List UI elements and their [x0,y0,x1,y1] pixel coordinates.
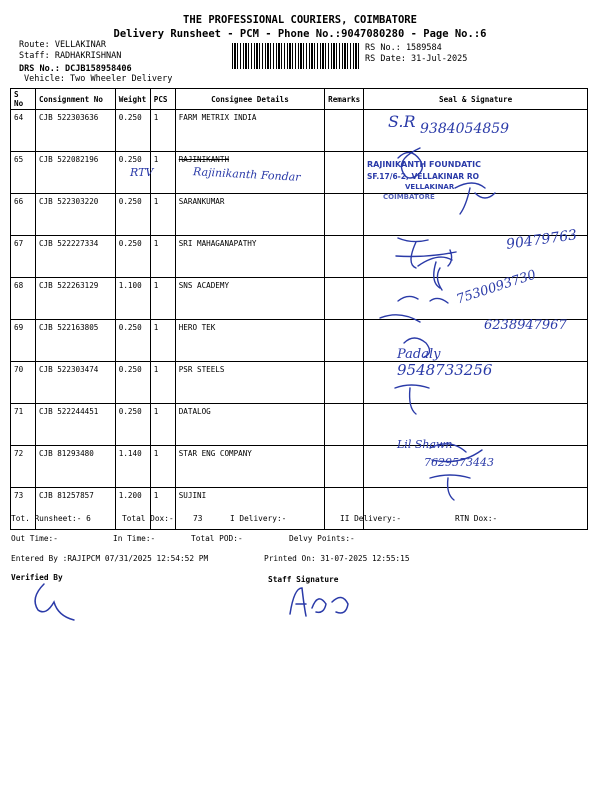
stamp-line: VELLAKINAR [405,183,455,191]
cell-weight: 0.250 [115,362,150,404]
handwritten-phone: 90479763 [505,227,579,253]
cell-pcs: 1 [150,278,175,320]
company-title: THE PROFESSIONAL COURIERS, COIMBATORE [183,14,417,26]
cell-weight: 0.250 [115,404,150,446]
cell-consignment: CJB 522244451 [35,404,115,446]
cell-sno: 68 [11,278,36,320]
col-consignment: Consignment No [35,89,115,110]
cell-consignment: CJB 81293480 [35,446,115,488]
cell-pcs: 1 [150,446,175,488]
handwritten-phone: 7629573443 [424,456,494,469]
cell-consignment: CJB 522082196 [35,152,115,194]
handwritten-note: Rajinikanth Fondar [192,165,301,184]
signature-scribbles [0,88,600,528]
cell-pcs: 1 [150,320,175,362]
cell-consignment: CJB 522227334 [35,236,115,278]
total-dox-label: Total Dox:- [122,514,174,523]
cell-pcs: 1 [150,236,175,278]
cell-consignee: STAR ENG COMPANY [175,446,324,488]
col-consignee: Consignee Details [175,89,324,110]
cell-sno: 72 [11,446,36,488]
cell-pcs: 1 [150,194,175,236]
out-time: Out Time:- [11,534,58,543]
cell-consignee: DATALOG [175,404,324,446]
vehicle-label: Vehicle: Two Wheeler Delivery [24,74,173,84]
rs-date: RS Date: 31-Jul-2025 [365,54,468,64]
handwritten-phone: 7530093730 [454,267,539,308]
cell-weight: 1.100 [115,278,150,320]
barcode [232,43,360,69]
cell-weight: 0.250 [115,110,150,152]
cell-weight: 0.250 [115,320,150,362]
signature-mark [455,183,495,214]
verified-by: Verified By [11,573,63,582]
cell-pcs: 1 [150,152,175,194]
cell-consignment: CJB 81257857 [35,488,115,530]
cell-consignment: CJB 522163805 [35,320,115,362]
ii-delivery: II Delivery:- [340,514,402,523]
signature-mark [418,257,452,288]
signature-mark [430,475,470,500]
cell-sno: 65 [11,152,36,194]
verified-signature-mark [35,584,74,620]
cell-consignee: SARANKUMAR [175,194,324,236]
stamp-line: COIMBATORE [383,193,435,201]
i-delivery: I Delivery:- [230,514,287,523]
cell-weight: 0.250 [115,194,150,236]
cell-sno: 64 [11,110,36,152]
rtn-dox: RTN Dox:- [455,514,498,523]
col-remarks: Remarks [325,89,364,110]
staff-label: Staff: RADHAKRISHNAN [19,51,122,61]
col-pcs: PCS [150,89,175,110]
col-weight: Weight [115,89,150,110]
cell-consignment: CJB 522303636 [35,110,115,152]
staff-signature-mark [290,588,348,616]
cell-sno: 71 [11,404,36,446]
stamp-line: SF.17/6-2, VELLAKINAR RO [367,172,479,181]
cell-weight: 0.250 [115,236,150,278]
cell-weight: 1.200 [115,488,150,530]
cell-pcs: 1 [150,110,175,152]
cell-sno: 73 [11,488,36,530]
signature-mark [395,385,429,414]
cell-consignee: HERO TEK [175,320,324,362]
handwritten-phone: 9384054859 [420,121,510,137]
total-runsheet: Tot. Runsheet:- 6 [11,514,91,523]
col-sno: S No [11,89,36,110]
cell-consignee: PSR STEELS [175,362,324,404]
signature-mark [430,444,482,462]
printed-on: Printed On: 31-07-2025 12:55:15 [264,554,410,563]
handwritten-phone: 6238947967 [484,318,567,333]
handwritten-name: Lil Shawn [397,438,453,451]
cell-pcs: 1 [150,488,175,530]
cell-consignment: CJB 522303220 [35,194,115,236]
rs-no: RS No.: 1589584 [365,43,442,53]
cell-consignment: CJB 522303474 [35,362,115,404]
cell-pcs: 1 [150,404,175,446]
cell-sno: 70 [11,362,36,404]
entered-by: Entered By :RAJIPCM 07/31/2025 12:54:52 PM [11,554,209,563]
cell-consignee: SUJINI [175,488,324,530]
cell-consignee: RAJINIKANTH [175,152,324,194]
in-time: In Time:- [113,534,156,543]
route-label: Route: VELLAKINAR [19,40,106,50]
cell-consignee: SNS ACADEMY [175,278,324,320]
cell-consignment: CJB 522263129 [35,278,115,320]
handwritten-phone: 9548733256 [397,361,493,379]
cell-weight: 1.140 [115,446,150,488]
handwritten-signature: S.R [388,112,416,131]
staff-signature-label: Staff Signature [268,575,339,584]
total-pod: Total POD:- [191,534,243,543]
drs-label: DRS No.: DCJB158958406 [19,64,132,74]
cell-consignee: FARM METRIX INDIA [175,110,324,152]
signature-mark [380,315,420,322]
signature-mark [398,296,448,303]
signature-mark [398,148,422,178]
stamp-line: RAJINIKANTH FOUNDATIC [367,160,481,169]
total-dox-value: 73 [193,514,203,523]
cell-sno: 66 [11,194,36,236]
delvy-points: Delvy Points:- [289,534,355,543]
signature-mark [404,338,430,357]
cell-sno: 67 [11,236,36,278]
handwritten-rtv: RTV [130,166,154,179]
cell-sno: 69 [11,320,36,362]
cell-pcs: 1 [150,362,175,404]
footer-signatures [0,578,600,628]
signature-mark [398,238,428,268]
runsheet-subtitle: Delivery Runsheet - PCM - Phone No.:9047080280 - Page No.:6 [113,28,487,40]
cell-consignee: SRI MAHAGANAPATHY [175,236,324,278]
cell-weight: 0.250 [115,152,150,194]
col-signature: Seal & Signature [364,89,588,110]
handwritten-name: Padaly [397,347,441,362]
